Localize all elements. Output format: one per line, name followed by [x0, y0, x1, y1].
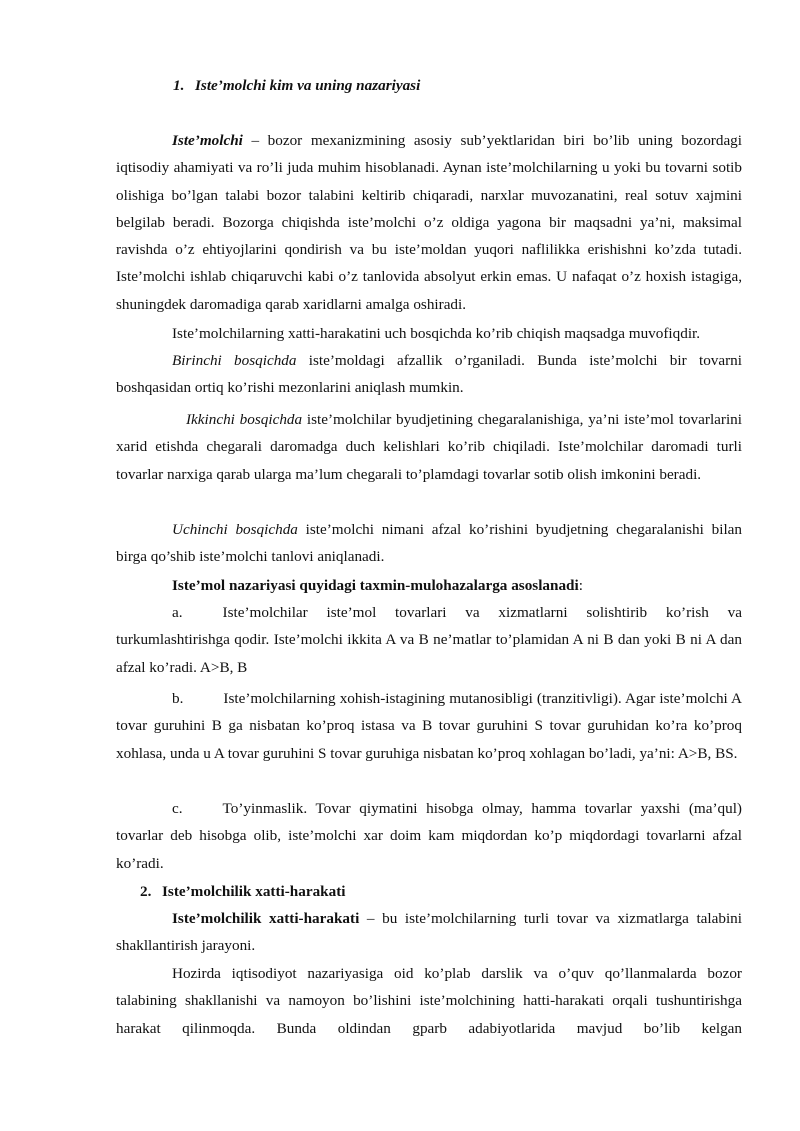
paragraph-stage-one [116, 347, 742, 402]
section-1-title: Iste’molchi kim va uning nazariyasi [195, 77, 421, 94]
term-consumer-behavior: Iste’molchilik xatti-harakati [172, 910, 360, 927]
list-item-text: To’yinmaslik. Tovar qiymatini hisobga olmay, hamma tovarlar yaxshi (ma’qul) tovarlar deb hisobga olib, iste’molchi xar doim kam miqdordan ko’p miqdordagi tovarlarni afzal ko’radi. [116, 800, 742, 872]
list-item-text: Iste’molchilarning xohish-istagining mutanosibligi (tranzitivligi). Agar iste’molchi A tovar guruhini B ga nisbatan ko’proq istasa va B tovar guruhini S tovar guruhidan ko’ra ko’proq xohlasa, unda u A tovar guruhini S tovar guruhiga nisbatan ko’proq xohlagan bo’ladi, ya’ni: A>B, BS. [116, 690, 742, 762]
assumptions-heading: Iste’mol nazariyasi quyidagi taxmin-mulohazalarga asoslanadi [172, 577, 579, 594]
term-istemolchi: Iste’molchi [172, 132, 243, 149]
paragraph-text: – bozor mexanizmining asosiy sub’yektlaridan biri bo’lib uning bozordagi iqtisodiy ahamiyati va ro’li juda muhim hisoblanadi. Aynan iste’molchilarning u yoki bu tovarni sotib olishiga bo’lgan talabi bozor talabini keltirib chiqaradi, narxlar muvozanatini, real sotuv xajmini belgilab beradi. Bozorga chiqishda iste’molchi o’z oldiga yagona bir maqsadni ya’ni, maksimal ravishda o’z ehtiyojlarini qondirish va bu iste’moldan yuqori naflilikka erishishni ko’zda tutadi. Iste’molchi ishlab chiqaruvchi kabi o’z tanlovida absolyut erkin emas. U nafaqat o’z hoxish istagiga, shuningdek daromadiga qarab xaridlarni amalga oshiradi. [116, 132, 742, 313]
paragraph-theory-explanation [116, 960, 742, 1042]
paragraph-assumptions-intro: Iste’mol nazariyasi quyidagi taxmin-mulohazalarga asoslanadi: [172, 577, 583, 594]
section-1-number: 1. [173, 77, 185, 94]
paragraph-stage-three [116, 516, 742, 571]
term-stage-one: Birinchi bosqichda [172, 352, 297, 369]
list-marker-c: c. [172, 800, 183, 817]
section-2-number: 2. [140, 883, 152, 900]
paragraph-stage-two [116, 406, 742, 488]
list-item-c [116, 795, 742, 877]
term-stage-two: Ikkinchi bosqichda [186, 411, 303, 428]
paragraph-text: iste’molchilar byudjetining chegaralanishiga, ya’ni iste’mol tovarlarini xarid etishda chegarali daromadga duch kelishlari ko’rib chiqiladi. Iste’molchilar daromadi turli tovarlar narxiga qarab ularga ma’lum chegarali to’plamdagi tovarlar sotib olish imkonini beradi. [116, 411, 742, 483]
paragraph-text: Iste’molchilarning xatti-harakatini uch bosqichda ko’rib chiqish maqsadga muvofiqdir. [172, 325, 701, 342]
paragraph-text: Hozirda iqtisodiyot nazariyasiga oid ko’plab darslik va o’quv qo’llanmalarda bozor talabining shakllanishi va namoyon bo’lishini iste’molchining hatti-harakati orqali tushuntirishga harakat qilinmoqda. Bunda oldindan gparb adabiyotlarida mavjud bo’lib kelgan [116, 965, 742, 1037]
list-item-b [116, 685, 742, 767]
section-2-title: Iste’molchilik xatti-harakati [162, 883, 346, 900]
list-marker-b: b. [172, 690, 184, 707]
paragraph-text: iste’molchi nimani afzal ko’rishini byudjetning chegaralanishi bilan birga qo’shib iste’molchi tanlovi aniqlanadi. [116, 521, 743, 566]
paragraph-consumer-definition [116, 127, 742, 318]
paragraph-consumer-behavior-definition [116, 905, 742, 960]
paragraph-text: – bu iste’molchilarning turli tovar va xizmatlarga talabini shakllantirish jarayoni. [116, 910, 742, 955]
list-item-text: Iste’molchilar iste’mol tovarlari va xizmatlarni solishtirib ko’rish va turkumlashtirishga qodir. Iste’molchi ikkita A va B ne’matlar to’plamidan A ni B dan yoki B ni A dan afzal ko’radi. A>B, B [116, 604, 742, 676]
paragraph-three-stages [116, 320, 742, 347]
section-2-heading [140, 878, 346, 905]
list-item-a [116, 599, 742, 681]
paragraph-text: iste’moldagi afzallik o’rganiladi. Bunda iste’molchi bir tovarni boshqasidan ortiq ko’rishi mezonlarini aniqlash mumkin. [116, 352, 742, 397]
section-1-heading [173, 72, 420, 99]
term-stage-three: Uchinchi bosqichda [172, 521, 298, 538]
list-marker-a: a. [172, 604, 183, 621]
